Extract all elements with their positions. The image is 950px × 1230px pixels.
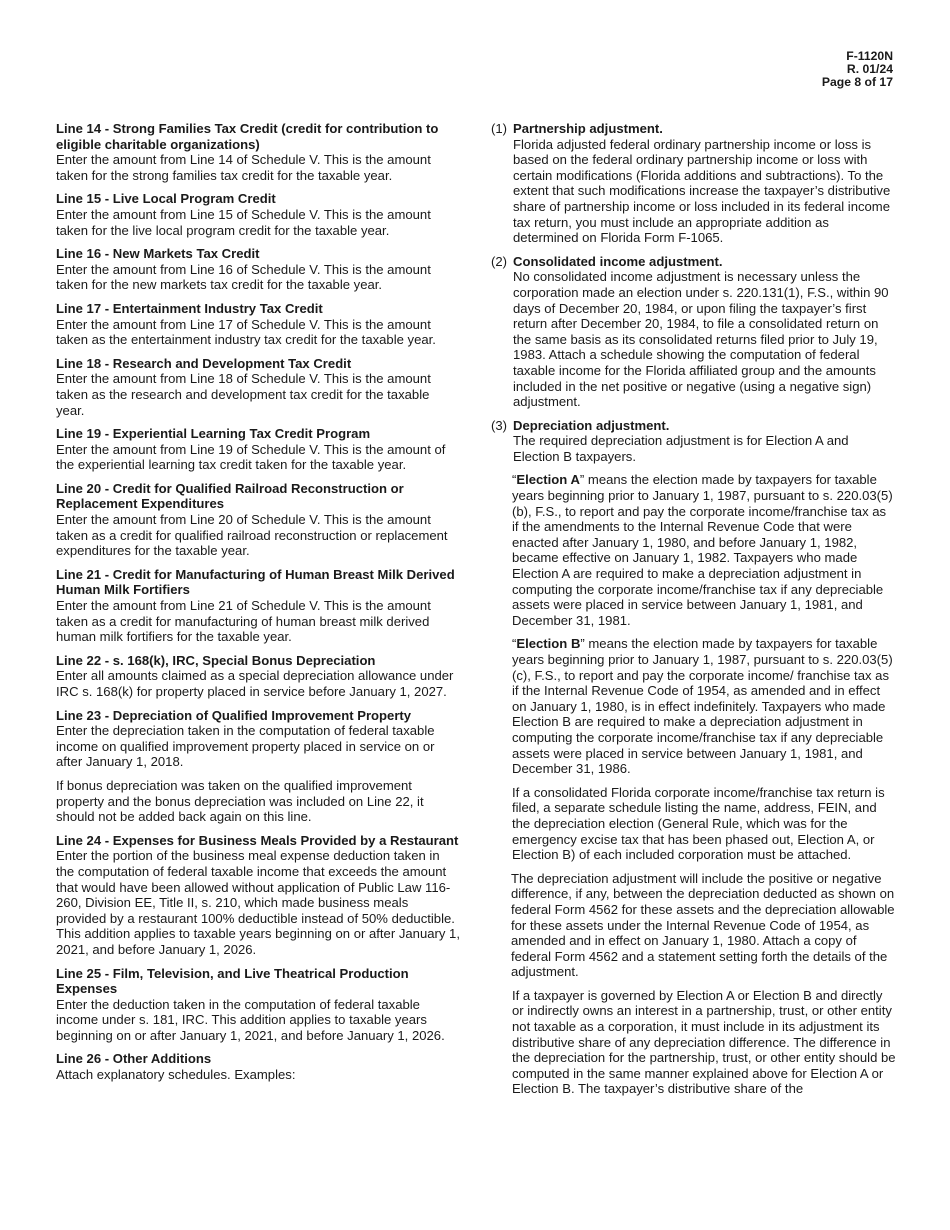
section-title: Line 26 - Other Additions xyxy=(56,1051,212,1067)
partnership-adjustment-item xyxy=(491,121,896,246)
distributive-share-paragraph: If a taxpayer is governed by Election A or Election B and directly or indirectly owns an interest in a partnership, trust, or other entity not taxable as a corporation, it must include in its adjustment its distributive share of any depreciation difference. The difference in the depreciation for the partnership, trust, or other entity should be computed in the same manner explained above for Election A or Election B. The taxpayer’s distributive share of the xyxy=(512,987,896,1097)
item-body: Florida adjusted federal ordinary partnership income or loss is based on the federal ordinary partnership income or loss with certain modifications (Florida additions and subtractions). To the extent that such modifications increase the taxpayer’s distributive share of partnership income or loss included in its federal income tax return, you must include an appropriate addition as determined on Florida Form F-1065. xyxy=(513,136,891,246)
item-title: Depreciation adjustment. xyxy=(513,417,670,433)
line-22-section xyxy=(56,653,460,700)
section-title: Line 20 - Credit for Qualified Railroad Reconstruction or Replacement Expenditures xyxy=(56,480,404,512)
form-revision: R. 01/24 xyxy=(846,62,893,76)
section-body: Enter the deduction taken in the computation of federal taxable income under s. 181, IRC. This addition applies to taxable years beginning on or after January 1, 2021, and before January 1, 2026. xyxy=(56,996,445,1043)
item-number: (3) xyxy=(491,417,508,433)
open-quote: “ xyxy=(512,472,517,488)
section-title: Line 22 - s. 168(k), IRC, Special Bonus Depreciation xyxy=(56,652,376,668)
section-title: Line 15 - Live Local Program Credit xyxy=(56,191,276,207)
line-26-section xyxy=(56,1051,460,1082)
line-21-section xyxy=(56,567,460,645)
consolidated-income-adjustment-item xyxy=(491,254,896,410)
left-column xyxy=(56,121,460,1091)
election-a-text: ” means the election made by taxpayers for taxable years beginning prior to January 1, 1987, pursuant to s. 220.03(5)(b), F.S., to report and pay the corporate income/franchise tax as if the amendments to the Internal Revenue Code that were enacted after January 1, 1980, and before January 1, 1982, became effective on January 1, 1982. Taxpayers who made Election A are required to make a depreciation adjustment in computing the corporate income/franchise tax if any depreciable assets were placed in service between January 1, 1981, and December 31, 1981. xyxy=(512,472,893,628)
depreciation-difference-paragraph: The depreciation adjustment will include the positive or negative difference, if any, between the depreciation deducted as shown on federal Form 4562 for these assets and the depreciation allowable for these assets under the Internal Revenue Code of 1954, as amended and in effect on January 1, 1980. Attach a copy of federal Form 4562 and a statement setting forth the details of the adjustment. xyxy=(511,870,895,980)
page-number: Page 8 of 17 xyxy=(821,75,893,89)
section-title: Line 23 - Depreciation of Qualified Improvement Property xyxy=(56,707,412,723)
section-body: Enter all amounts claimed as a special depreciation allowance under IRC s. 168(k) for property placed in service before January 1, 2027. xyxy=(56,668,454,699)
line-19-section xyxy=(56,426,460,473)
line-23-section xyxy=(56,708,460,770)
item-number: (2) xyxy=(491,253,508,269)
line-25-section xyxy=(56,966,460,1044)
election-b-text: ” means the election made by taxpayers for taxable years beginning prior to January 1, 1987, pursuant to s. 220.03(5)(c), F.S., to report and pay the corporate income/ franchise tax as if the Internal Revenue Code of 1954, as amended and in effect on January 1, 1980, is in effect indefinitely. Taxpayers who made Election B are required to make a depreciation adjustment in computing the corporate income/franchise tax if any depreciable assets were placed in service between January 1, 1981, and December 31, 1986. xyxy=(512,636,893,777)
form-header xyxy=(822,50,893,89)
section-title: Line 21 - Credit for Manufacturing of Human Breast Milk Derived Human Milk Fortifiers xyxy=(56,566,455,598)
section-title: Line 14 - Strong Families Tax Credit (credit for contribution to eligible charitable organizations) xyxy=(56,121,439,152)
item-number: (1) xyxy=(491,121,508,136)
line-16-section xyxy=(56,246,460,293)
section-title: Line 17 - Entertainment Industry Tax Credit xyxy=(56,300,323,316)
line-15-section xyxy=(56,191,460,238)
open-quote: “ xyxy=(512,636,517,652)
line-24-section xyxy=(56,833,460,958)
section-body: Attach explanatory schedules. Examples: xyxy=(56,1067,296,1083)
section-title: Line 19 - Experiential Learning Tax Credit Program xyxy=(56,426,371,442)
section-title: Line 18 - Research and Development Tax Credit xyxy=(56,355,352,371)
section-title: Line 25 - Film, Television, and Live Theatrical Production Expenses xyxy=(56,965,409,997)
election-b-paragraph xyxy=(512,636,896,776)
line-14-section xyxy=(56,121,460,183)
section-body: Enter the amount from Line 18 of Schedule V. This is the amount taken as the research and development tax credit for the taxable year. xyxy=(56,371,431,418)
line-17-section xyxy=(56,301,460,348)
line-18-section xyxy=(56,356,460,418)
section-body: Enter the amount from Line 21 of Schedule V. This is the amount taken as a credit for manufacturing of human breast milk derived human milk fortifiers for the taxable year. xyxy=(56,598,431,645)
election-a-term: Election A xyxy=(516,472,580,488)
section-title: Line 24 - Expenses for Business Meals Provided by a Restaurant xyxy=(56,832,459,848)
line-20-section xyxy=(56,481,460,559)
section-body: Enter the portion of the business meal expense deduction taken in the computation of federal taxable income that exceeds the amount that would have been allowed without application of Public Law 116-260, Division EE, Title II, s. 210, which made business meals provided by a restaurant 100% deductible instead of 50% deductible. This addition applies to taxable years beginning on or after January 1, 2021, and before January 1, 2026. xyxy=(56,848,460,957)
section-body: Enter the amount from Line 20 of Schedule V. This is the amount taken as a credit for qualified railroad reconstruction or replacement expenditures for the taxable year. xyxy=(56,512,448,559)
consolidated-return-paragraph: If a consolidated Florida corporate income/franchise tax return is filed, a separate schedule listing the name, address, FEIN, and the depreciation election (General Rule, which was for the emergency excise tax that has been phased out, Election A, or Election B) of each included corporation must be attached. xyxy=(512,784,885,863)
section-body: Enter the amount from Line 17 of Schedule V. This is the amount taken as the entertainment industry tax credit for the taxable year. xyxy=(56,316,436,348)
section-body: Enter the amount from Line 19 of Schedule V. This is the amount of the experiential learning tax credit taken for the taxable year. xyxy=(56,441,446,473)
election-b-term: Election B xyxy=(516,636,581,652)
item-body: The required depreciation adjustment is for Election A and Election B taxpayers. xyxy=(513,433,849,464)
section-body: Enter the amount from Line 16 of Schedule V. This is the amount taken for the new markets tax credit for the taxable year. xyxy=(56,261,431,293)
item-body: No consolidated income adjustment is necessary unless the corporation made an election under s. 220.131(1), F.S., within 90 days of December 20, 1984, or upon filing the taxpayer’s first return after December 20, 1984, to file a consolidated return on the same basis as its consolidated returns filed prior to July 19, 1983. Attach a schedule showing the computation of federal taxable income for the Florida affiliated group and the amounts included in the net positive or negative (using a negative sign) adjustment. xyxy=(513,269,889,410)
bonus-depreciation-note: If bonus depreciation was taken on the qualified improvement property and the bonus depreciation was included on Line 22, it should not be added back again on this line. xyxy=(56,777,424,825)
depreciation-adjustment-item xyxy=(491,418,896,465)
right-column xyxy=(491,121,896,1105)
section-body: Enter the amount from Line 14 of Schedule V. This is the amount taken for the strong families tax credit for the taxable year. xyxy=(56,152,431,183)
section-body: Enter the depreciation taken in the computation of federal taxable income on qualified improvement property placed in service on or after January 1, 2018. xyxy=(56,723,435,770)
election-a-paragraph xyxy=(512,472,896,628)
section-body: Enter the amount from Line 15 of Schedule V. This is the amount taken for the live local program credit for the taxable year. xyxy=(56,206,431,238)
item-title: Consolidated income adjustment. xyxy=(513,253,723,269)
form-number: F-1120N xyxy=(846,49,893,63)
item-title: Partnership adjustment. xyxy=(513,121,663,136)
section-title: Line 16 - New Markets Tax Credit xyxy=(56,246,260,262)
